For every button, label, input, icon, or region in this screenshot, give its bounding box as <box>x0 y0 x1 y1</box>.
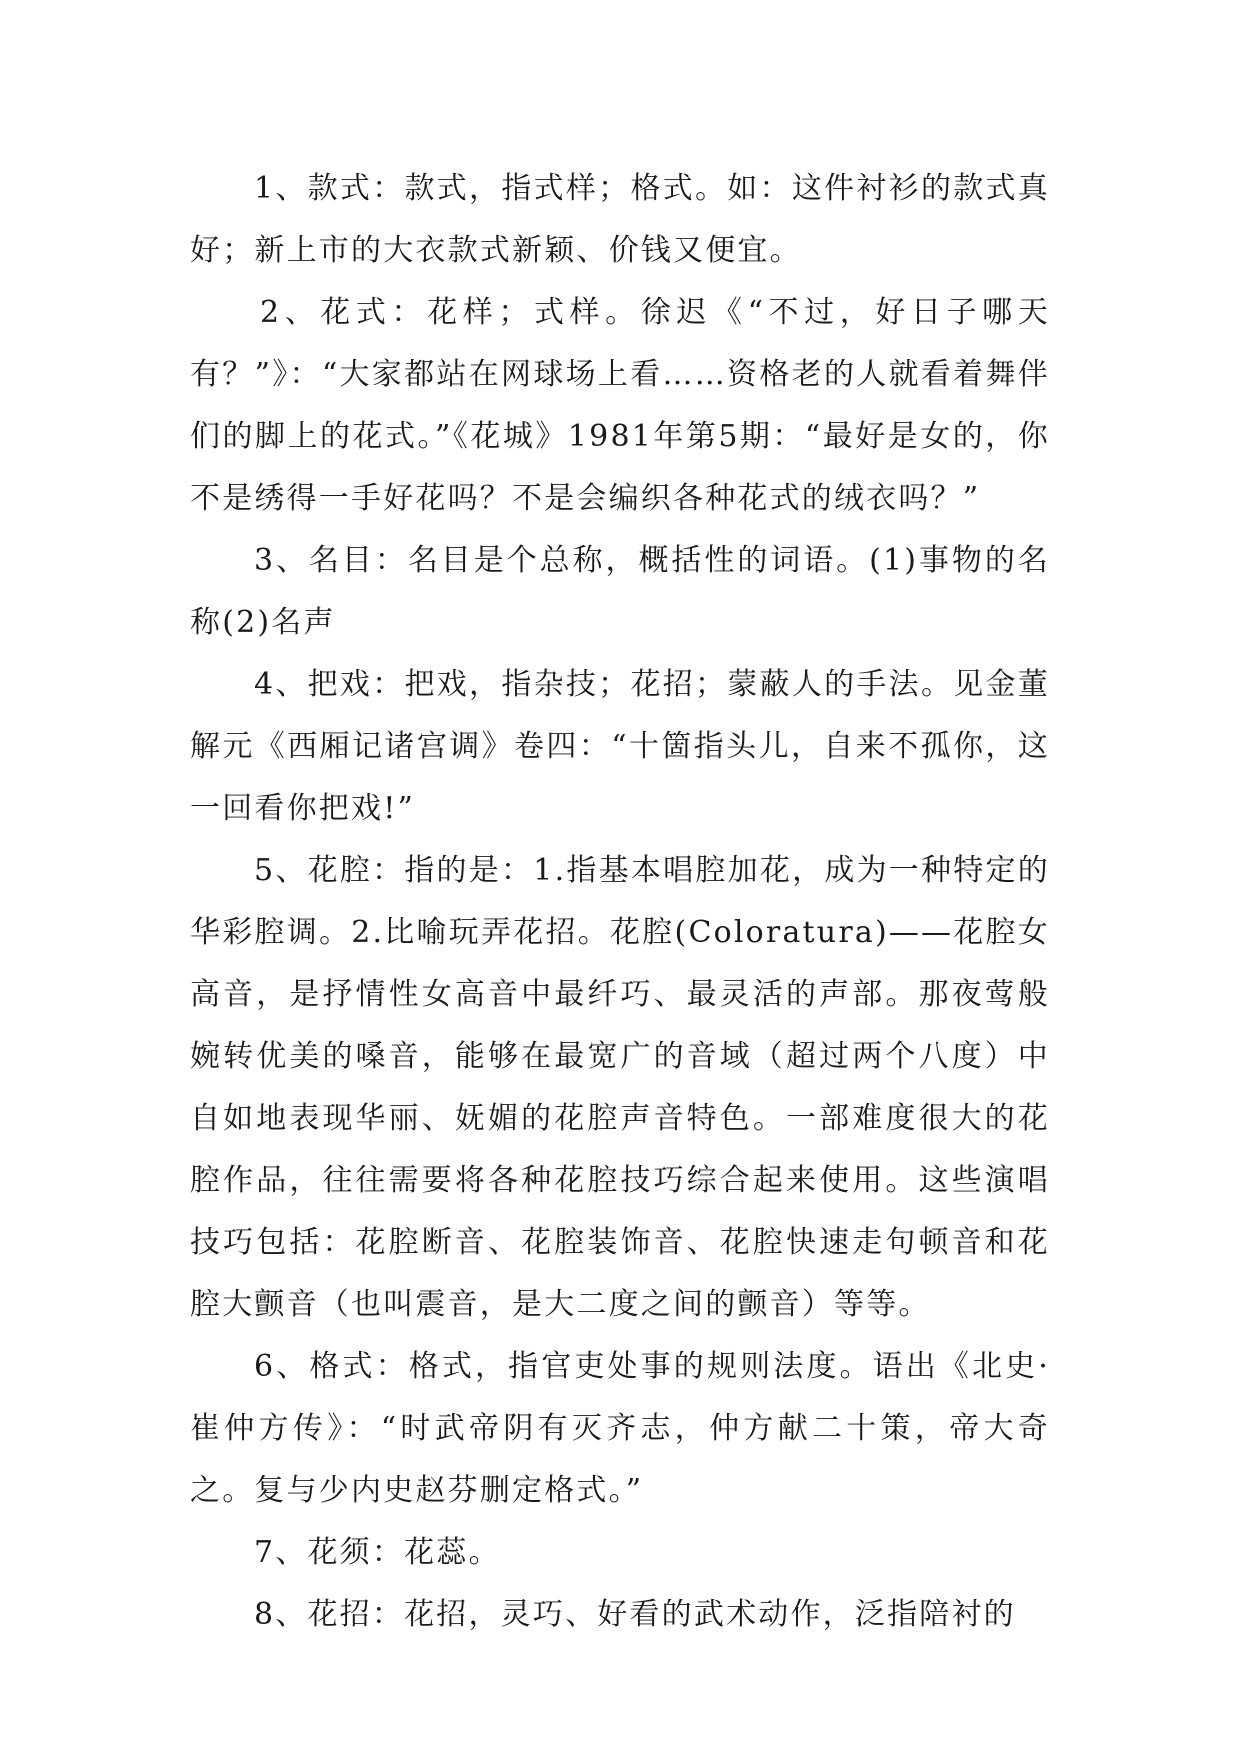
paragraph-baxi: 4、把戏：把戏，指杂技；花招；蒙蔽人的手法。见金董解元《西厢记诸宫调》卷四：“十箇指头儿，自来不孤你，这一回看你把戏!” <box>190 667 1050 826</box>
document-body <box>190 158 1050 1646</box>
paragraph-geshi: 6、格式：格式，指官吏处事的规则法度。语出《北史·崔仲方传》：“时武帝阴有灭齐志，仲方献二十策，帝大奇之。复与少内史赵芬删定格式。” <box>190 1349 1050 1508</box>
paragraph-mingmu: 3、名目：名目是个总称，概括性的词语。(1)事物的名称(2)名声 <box>190 543 1050 640</box>
paragraph-huaqiang: 5、花腔：指的是：1.指基本唱腔加花，成为一种特定的华彩腔调。2.比喻玩弄花招。花腔(Coloratura)——花腔女高音，是抒情性女高音中最纤巧、最灵活的声部。那夜莺般婉转优美的嗓音，能够在最宽广的音域（超过两个八度）中自如地表现华丽、妩媚的花腔声音特色。一部难度很大的花腔作品，往往需要将各种花腔技巧综合起来使用。这些演唱技巧包括：花腔断音、花腔装饰音、花腔快速走句顿音和花腔大颤音（也叫震音，是大二度之间的颤音）等等。 <box>190 853 1050 1322</box>
paragraph-huashi: 2、花式：花样；式样。徐迟《“不过，好日子哪天有？”》：“大家都站在网球场上看……资格老的人就看着舞伴们的脚上的花式。”《花城》1981年第5期：“最好是女的，你不是绣得一手好花吗？不是会编织各种花式的绒衣吗？” <box>190 295 1050 516</box>
paragraph-huaxu: 7、花须：花蕊。 <box>254 1535 501 1570</box>
paragraph-kuanshi: 1、款式：款式，指式样；格式。如：这件衬衫的款式真好；新上市的大衣款式新颖、价钱又便宜。 <box>190 171 1050 268</box>
paragraph-huazhao: 8、花招：花招，灵巧、好看的武术动作，泛指陪衬的 <box>254 1597 1016 1632</box>
